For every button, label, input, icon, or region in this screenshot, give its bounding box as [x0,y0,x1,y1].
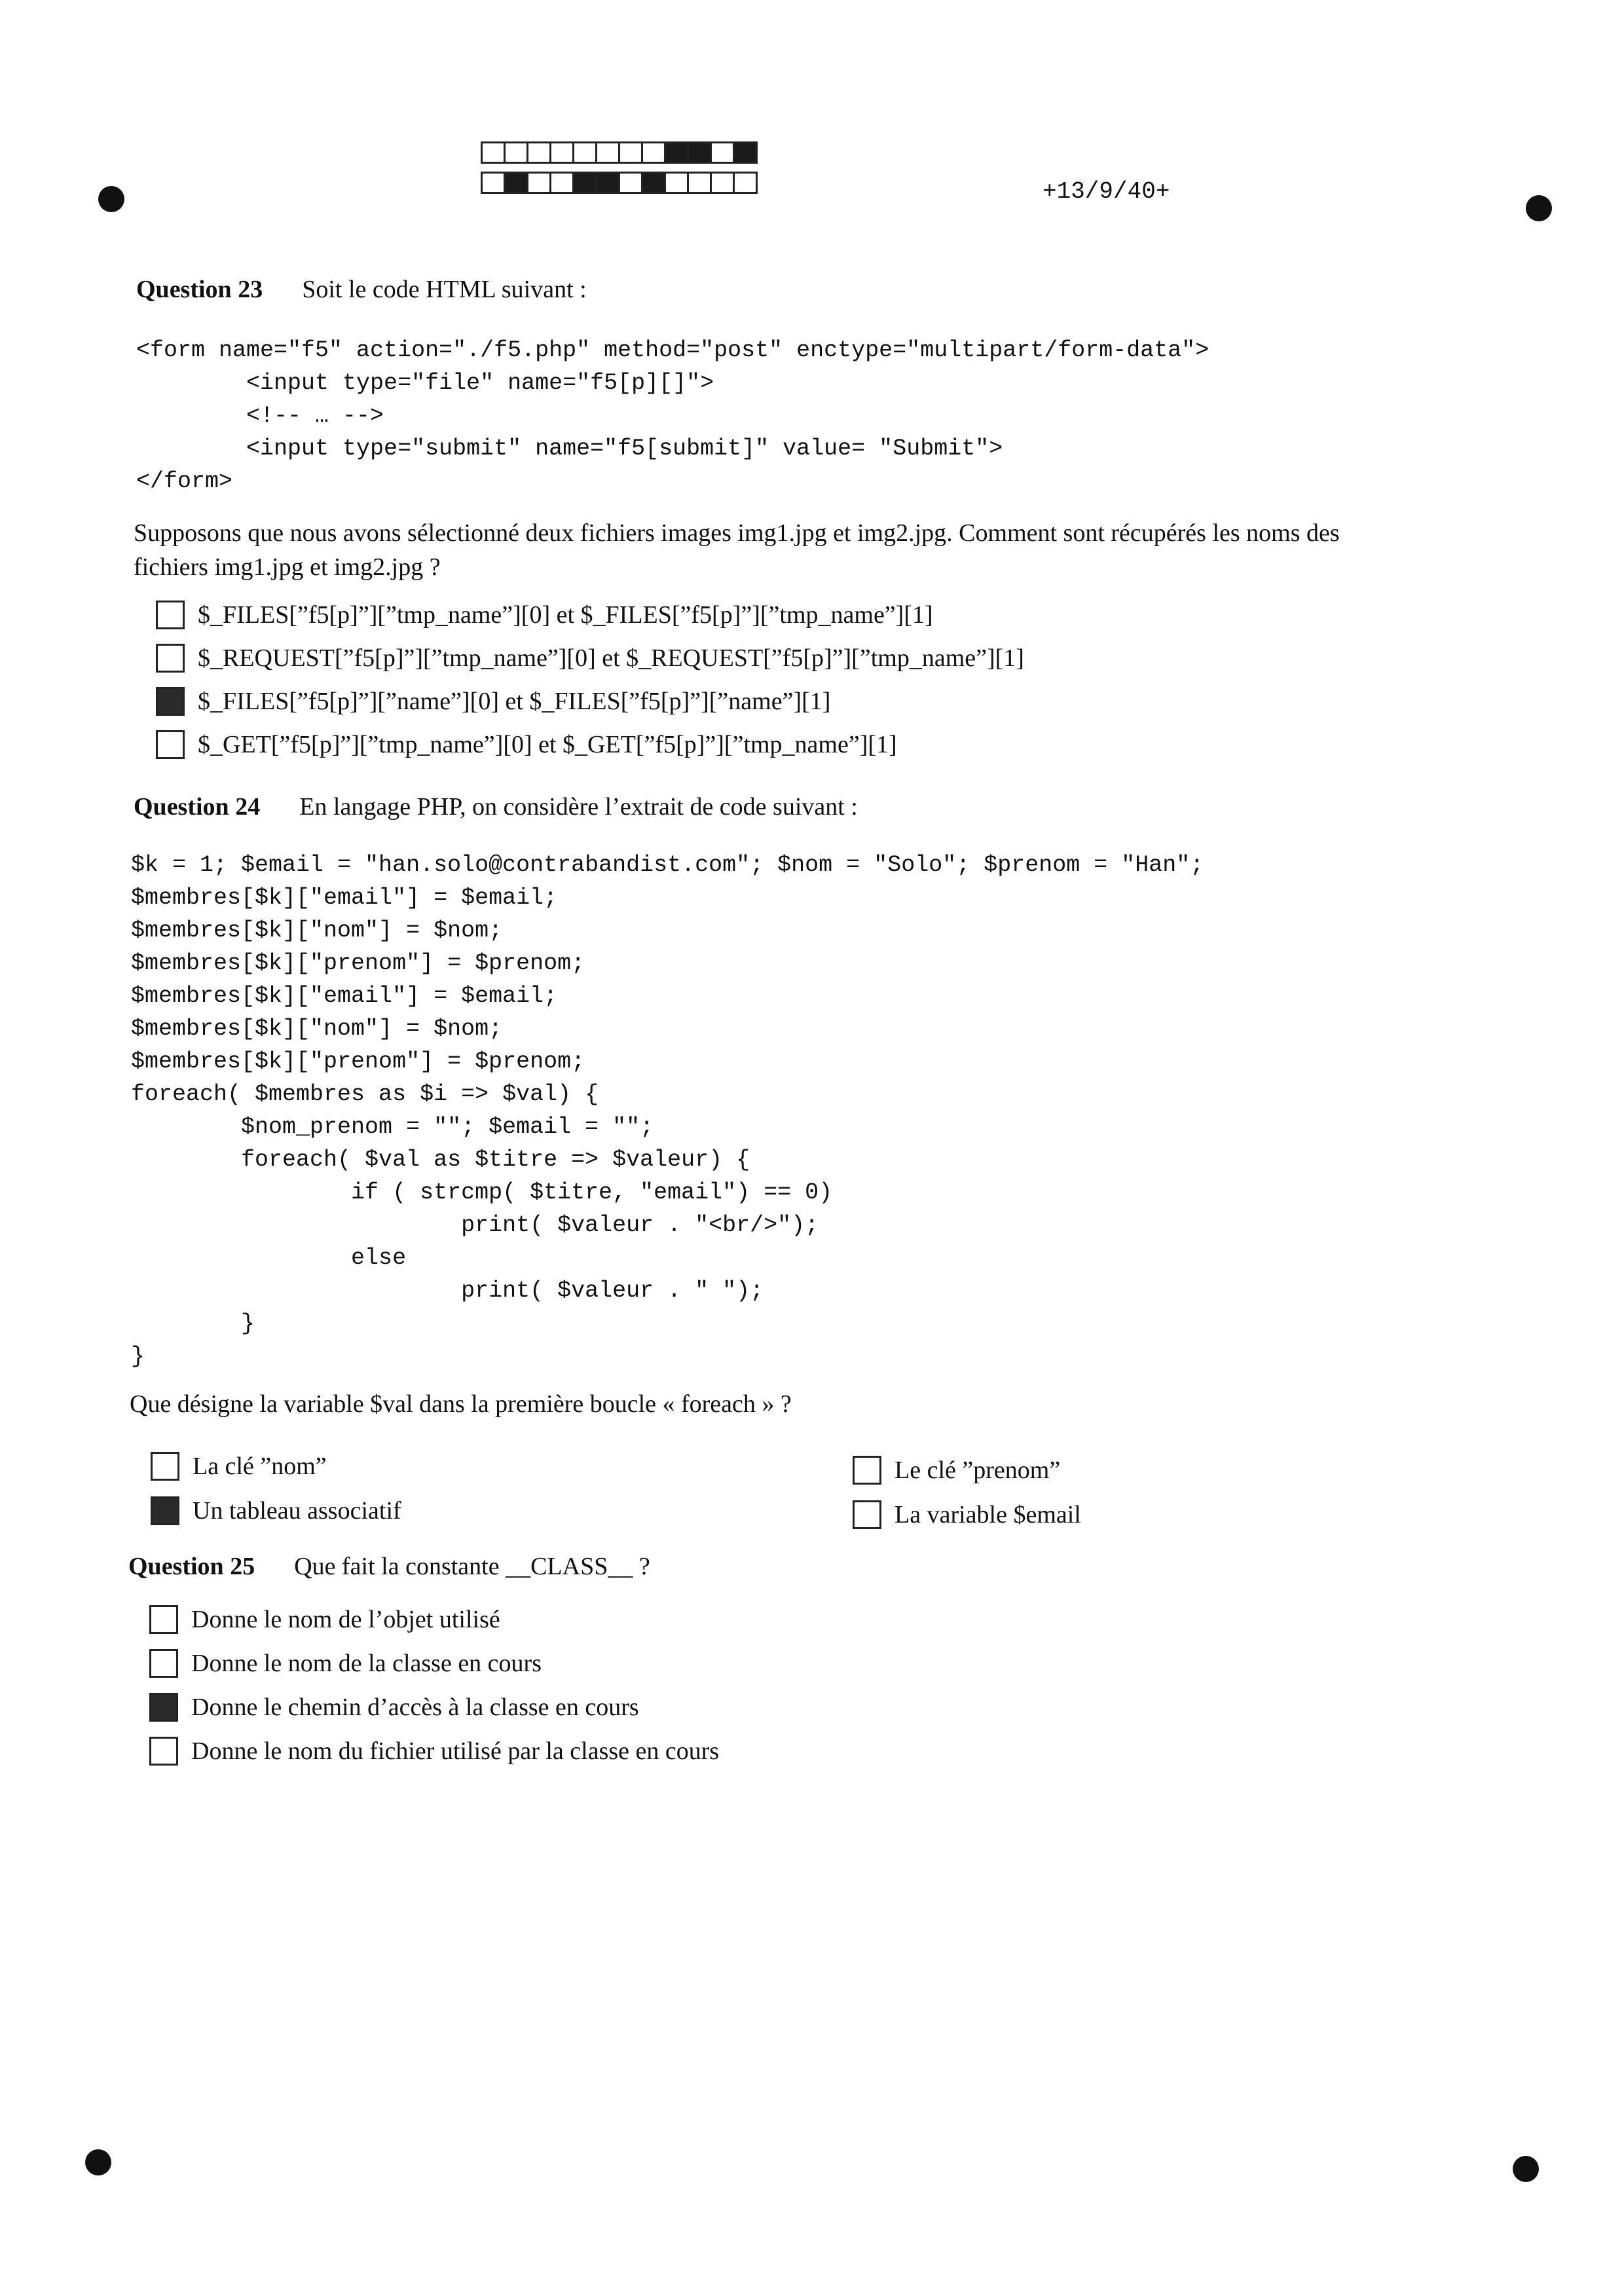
question-23-text [134,516,1340,584]
checkbox[interactable] [156,601,185,629]
checkbox[interactable] [149,1737,178,1766]
code-line: </form> [136,468,233,494]
id-code-cell [687,172,712,194]
question-prompt: En langage PHP, on considère l’extrait de code suivant : [299,793,858,821]
id-code-row [481,172,756,196]
answer-label: Donne le nom de l’objet utilisé [191,1606,500,1633]
id-code-cell [504,141,528,164]
answer-option[interactable] [151,1449,327,1484]
id-code-cell [618,172,643,194]
code-line: $membres[$k]["nom"] = $nom; [131,1016,503,1042]
checkbox-checked[interactable] [156,687,185,716]
code-line: print( $valeur . " "); [131,1278,764,1304]
code-line: if ( strcmp( $titre, "email") == 0) [131,1179,833,1206]
code-line: $membres[$k]["email"] = $email; [131,885,558,911]
registration-dot-bottom-left [85,2149,111,2176]
id-code-cell [572,141,597,164]
code-line: } [131,1343,145,1369]
answer-option[interactable] [149,1602,500,1637]
id-code-cell [618,141,643,164]
code-line: print( $valeur . "<br/>"); [131,1212,819,1238]
checkbox-checked[interactable] [149,1693,178,1722]
id-code-cell [504,172,528,194]
id-code-row [481,141,756,166]
page-code: +13/9/40+ [1043,178,1170,205]
answer-option[interactable] [149,1733,719,1769]
registration-dot-bottom-right [1513,2156,1539,2182]
answer-label: Le clé ”prenom” [895,1456,1061,1484]
question-23-header [136,275,587,304]
answer-option[interactable] [853,1497,1081,1532]
answer-option[interactable] [156,727,897,762]
id-code-cell [595,172,620,194]
question-text-line: Supposons que nous avons sélectionné deux fichiers images img1.jpg et img2.jpg. Comment sont récupérés les noms des [134,519,1340,547]
answer-label: Donne le nom du fichier utilisé par la classe en cours [191,1737,720,1765]
code-line: $membres[$k]["prenom"] = $prenom; [131,1048,585,1075]
question-prompt: Soit le code HTML suivant : [302,276,587,303]
checkbox[interactable] [149,1605,178,1634]
checkbox[interactable] [149,1649,178,1678]
id-code-cell [595,141,620,164]
question-number: Question 23 [136,276,263,303]
code-line: <!-- … --> [136,403,384,429]
registration-dot-top-left [98,186,124,212]
question-24-text: Que désigne la variable $val dans la première boucle « foreach » ? [130,1390,792,1418]
id-code-cell [641,141,666,164]
code-line: } [131,1310,255,1337]
id-code-cell [641,172,666,194]
answer-label: La clé ”nom” [193,1453,327,1480]
code-line: <form name="f5" action="./f5.php" method="post" enctype="multipart/form-data"> [136,337,1209,363]
id-code-grid [481,141,756,202]
id-code-cell [733,141,758,164]
id-code-cell [549,172,574,194]
code-line: <input type="submit" name="f5[submit]" value= "Submit"> [136,435,1003,462]
question-24-header [134,792,858,821]
code-line: $membres[$k]["prenom"] = $prenom; [131,950,585,976]
answer-label: Donne le nom de la classe en cours [191,1650,542,1677]
code-line: $k = 1; $email = "han.solo@contrabandist.com"; $nom = "Solo"; $prenom = "Han"; [131,852,1204,878]
id-code-cell [481,172,506,194]
id-code-cell [572,172,597,194]
id-code-cell [664,172,689,194]
code-line: $membres[$k]["email"] = $email; [131,983,558,1009]
question-prompt: Que fait la constante __CLASS__ ? [294,1553,650,1580]
php-code-block [131,849,1204,1373]
id-code-cell [526,172,551,194]
html-code-block [136,334,1209,498]
checkbox[interactable] [156,730,185,759]
id-code-cell [549,141,574,164]
answer-label: La variable $email [895,1501,1081,1528]
question-25-header [128,1552,650,1581]
answer-label: $_FILES[”f5[p]”][”tmp_name”][0] et $_FILES[”f5[p]”][”tmp_name”][1] [198,601,933,629]
answer-option[interactable] [149,1690,639,1725]
answer-option[interactable] [853,1453,1060,1488]
checkbox[interactable] [853,1456,881,1485]
code-line: $membres[$k]["nom"] = $nom; [131,917,503,944]
question-text-line: fichiers img1.jpg et img2.jpg ? [134,553,441,581]
code-line: foreach( $val as $titre => $valeur) { [131,1147,750,1173]
code-line: else [131,1245,407,1271]
question-number: Question 25 [128,1553,255,1580]
id-code-cell [687,141,712,164]
answer-label: $_FILES[”f5[p]”][”name”][0] et $_FILES[”f5[p]”][”name”][1] [198,688,831,715]
answer-option[interactable] [156,597,933,633]
answer-label: Donne le chemin d’accès à la classe en cours [191,1694,639,1721]
id-code-cell [481,141,506,164]
checkbox[interactable] [151,1452,179,1481]
id-code-cell [710,141,735,164]
answer-option[interactable] [149,1646,542,1681]
id-code-cell [710,172,735,194]
checkbox[interactable] [853,1500,881,1529]
checkbox-checked[interactable] [151,1496,179,1525]
id-code-cell [664,141,689,164]
answer-label: Un tableau associatif [193,1497,401,1525]
checkbox[interactable] [156,644,185,673]
id-code-cell [733,172,758,194]
code-line: <input type="file" name="f5[p][]"> [136,370,714,396]
answer-label: $_REQUEST[”f5[p]”][”tmp_name”][0] et $_REQUEST[”f5[p]”][”tmp_name”][1] [198,644,1024,672]
answer-label: $_GET[”f5[p]”][”tmp_name”][0] et $_GET[”f5[p]”][”tmp_name”][1] [198,731,897,758]
id-code-cell [526,141,551,164]
registration-dot-top-right [1526,195,1552,221]
question-number: Question 24 [134,793,261,821]
code-line: foreach( $membres as $i => $val) { [131,1081,599,1107]
answer-option[interactable] [151,1493,401,1528]
answer-option[interactable] [156,684,830,719]
code-line: $nom_prenom = ""; $email = ""; [131,1114,654,1140]
answer-option[interactable] [156,640,1024,676]
